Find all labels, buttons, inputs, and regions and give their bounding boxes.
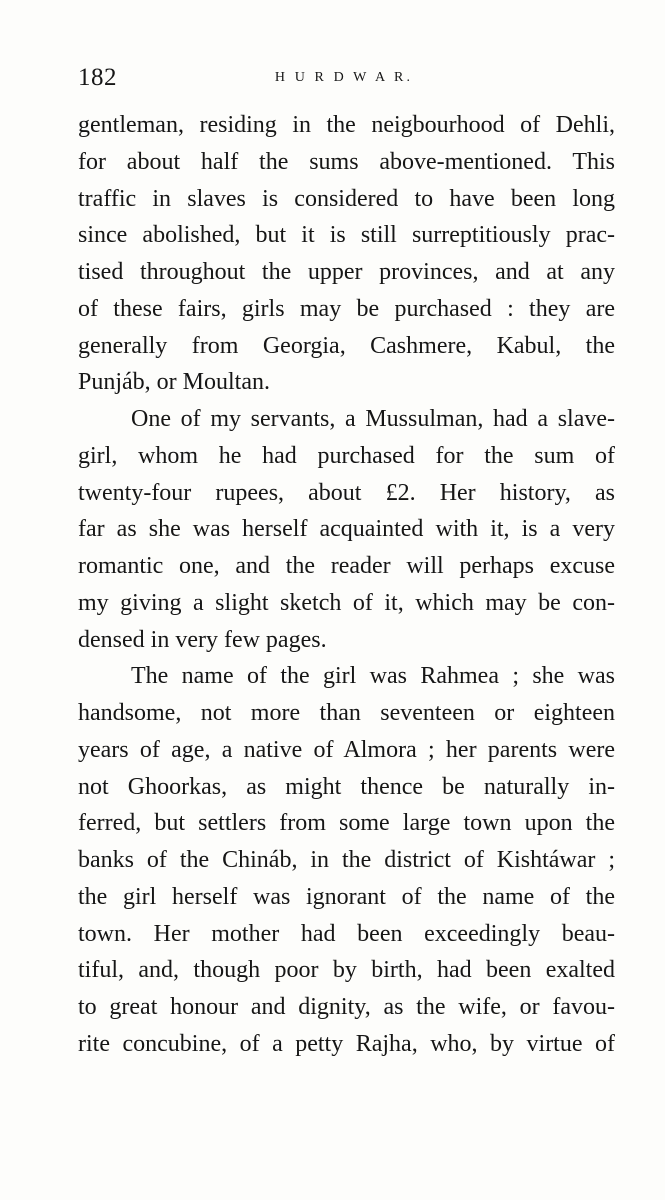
text-line: to great honour and dignity, as the wife, or favou- <box>78 994 615 1020</box>
text-line: ferred, but settlers from some large town upon the <box>78 810 615 837</box>
paragraph-1 <box>78 107 615 401</box>
paragraph-2 <box>78 401 615 658</box>
text-line: girl, whom he had purchased for the sum of <box>78 442 615 469</box>
text-line: generally from Georgia, Cashmere, Kabul, the <box>78 332 615 359</box>
text-line: for about half the sums above-mentioned. This <box>78 148 615 175</box>
text-line: traffic in slaves is considered to have been long <box>78 185 615 212</box>
text-line: rite concubine, of a petty Rajha, who, by virtue of <box>78 1030 615 1057</box>
body-text <box>78 107 615 1063</box>
text-line: tiful, and, though poor by birth, had been exalted <box>78 957 615 984</box>
text-line: densed in very few pages. <box>78 626 327 653</box>
running-title: H U R D W A R. <box>274 70 414 85</box>
text-line: not Ghoorkas, as might thence be naturally in- <box>78 773 615 800</box>
text-line: since abolished, but it is still surreptitiously prac- <box>78 222 615 249</box>
text-line: The name of the girl was Rahmea ; she was <box>131 663 615 690</box>
text-line: One of my servants, a Mussulman, had a slave- <box>131 406 615 432</box>
text-line: the girl herself was ignorant of the name of the <box>78 883 615 910</box>
text-line: years of age, a native of Almora ; her parents were <box>78 736 615 763</box>
page-number: 182 <box>78 64 117 91</box>
text-line: romantic one, and the reader will perhaps excuse <box>78 553 615 579</box>
paragraph-3 <box>78 658 615 1062</box>
text-line: far as she was herself acquainted with it, is a very <box>78 516 615 543</box>
text-line: of these fairs, girls may be purchased : they are <box>78 295 615 322</box>
running-head <box>78 64 618 92</box>
text-line: gentleman, residing in the neigbourhood of Dehli, <box>78 112 615 138</box>
text-line: handsome, not more than seventeen or eighteen <box>78 700 615 726</box>
text-line: town. Her mother had been exceedingly beau- <box>78 920 615 947</box>
text-line: banks of the Chináb, in the district of Kishtáwar ; <box>78 847 615 873</box>
text-line: Punjáb, or Moultan. <box>78 369 270 396</box>
text-line: tised throughout the upper provinces, and at any <box>78 259 615 285</box>
text-line: twenty-four rupees, about £2. Her history, as <box>78 479 615 506</box>
text-line: my giving a slight sketch of it, which may be con- <box>78 589 615 616</box>
